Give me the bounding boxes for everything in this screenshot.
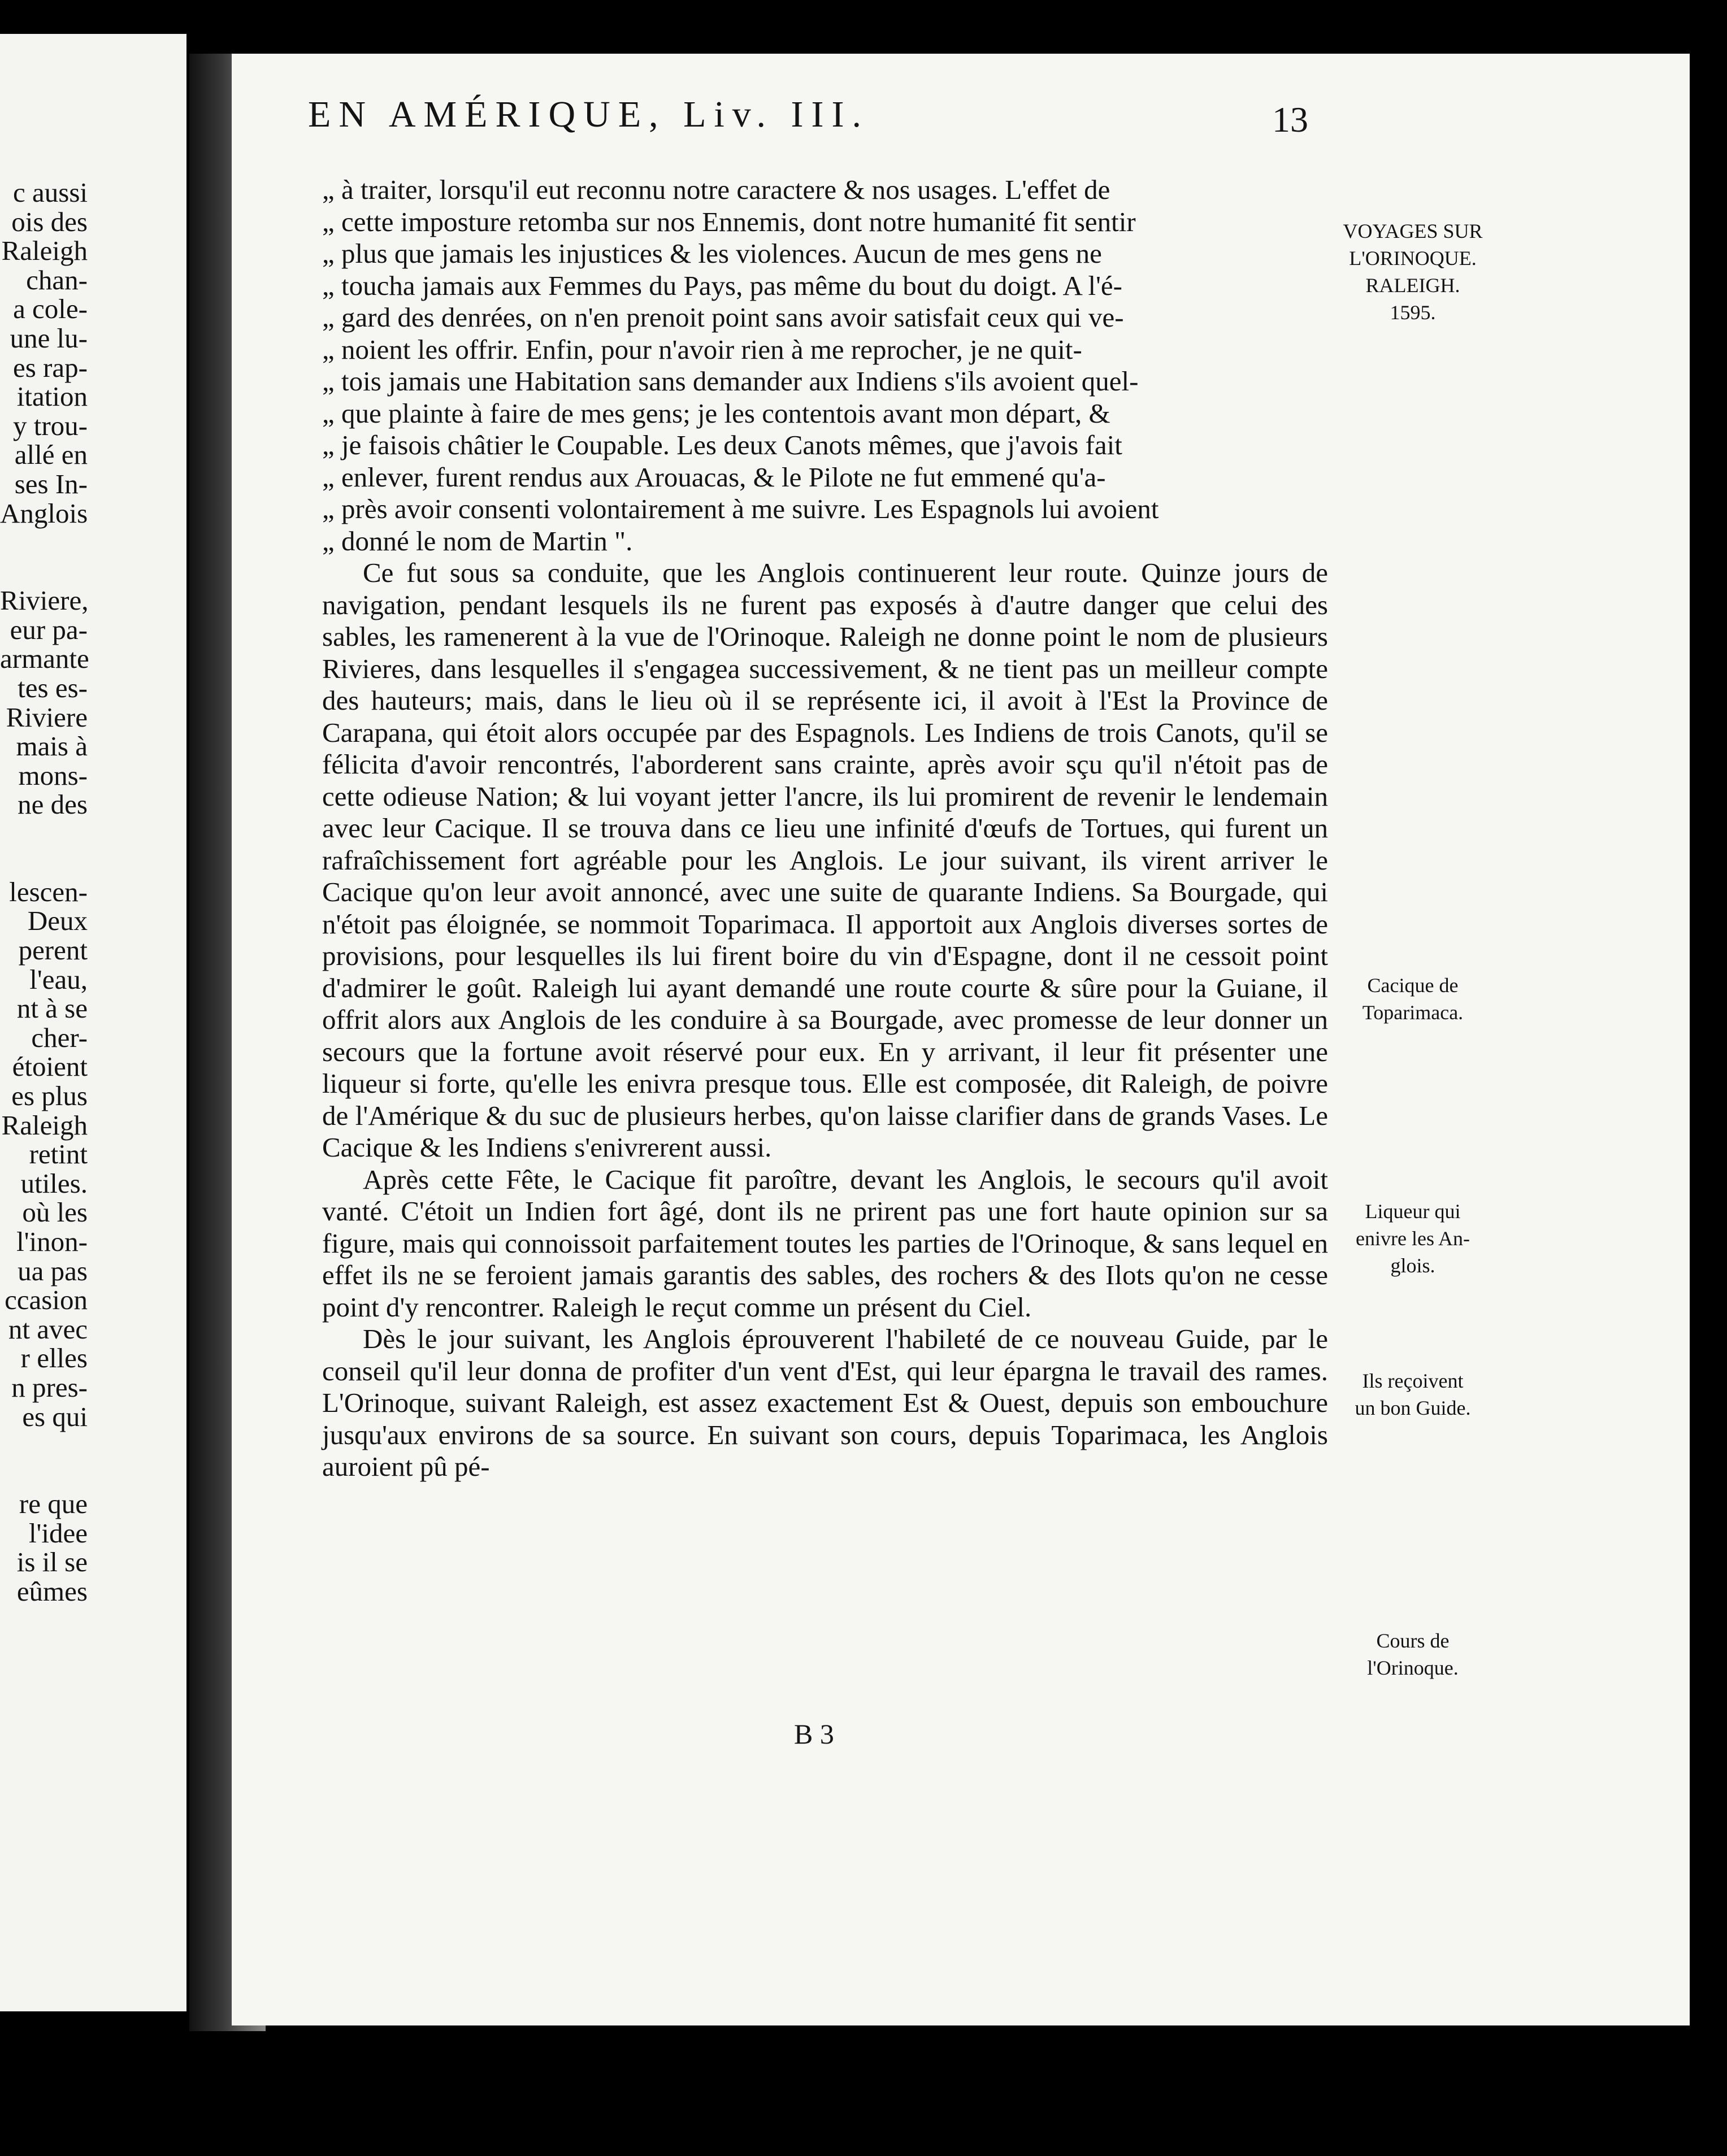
facing-page-line: l'inon- — [16, 1226, 88, 1257]
facing-page-line: y trou- — [13, 410, 88, 441]
quote-line: „ donné le nom de Martin ". — [322, 525, 633, 557]
facing-page-line: n pres- — [11, 1371, 88, 1403]
facing-page-text — [0, 178, 88, 1606]
margin-note-line: Liqueur qui — [1365, 1200, 1461, 1223]
quote-line: „ enlever, furent rendus aux Arouacas, & le Pilote ne fut emmené qu'a- — [322, 461, 1106, 493]
quote-line: „ noient les offrir. Enfin, pour n'avoir rien à me reprocher, je ne quit- — [322, 333, 1082, 365]
paragraph-orinoque-course: Dès le jour suivant, les Anglois éprouverent l'habileté de ce nouveau Guide, par le conseil qu'il leur donna de profiter d'un vent d'Est, qui leur épargna le travail des rames. L'Orinoque, suivant Raleigh, est assez exactement Est & Ouest, depuis son embouchure jusqu'aux environs de sa source. En suivant son cours, depuis Toparimaca, les Anglois auroient pû pé- — [322, 1323, 1328, 1482]
facing-page-line: allé en — [14, 439, 88, 471]
facing-page-line: Raleigh — [1, 235, 88, 267]
facing-page-line: cher- — [31, 1022, 88, 1053]
quote-line: „ gard des denrées, on n'en prenoit point sans avoir satisfait ceux qui ve- — [322, 302, 1124, 333]
facing-page-line: lescen- — [9, 876, 88, 907]
facing-page-line: utiles. — [20, 1167, 88, 1199]
facing-page-line: es plus — [11, 1080, 88, 1112]
facing-page-line: l'eau, — [29, 963, 88, 995]
facing-page-line: Deux — [27, 905, 88, 937]
facing-page-gap — [0, 819, 88, 877]
margin-note-line: VOYAGES SUR — [1343, 220, 1483, 242]
margin-note-voyages — [1305, 218, 1520, 326]
facing-page-line: ois des — [11, 206, 88, 237]
paragraph-guide: Après cette Fête, le Cacique fit paroître, devant les Anglois, le secours qu'il avoit vanté. C'étoit un Indien fort âgé, dont ils ne prirent pas une fort haute opinion sur sa figure, mais qui connoissoit parfaitement toutes les parties de l'Orinoque, & sans lequel en effet ils ne se feroient jamais garantis des sables, des rochers & des Ilots qu'on ne cesse point d'y rencontrer. Raleigh le reçut comme un présent du Ciel. — [322, 1163, 1328, 1323]
facing-page-line: où les — [22, 1197, 88, 1228]
facing-page-line: ne des — [18, 789, 88, 820]
facing-page-line: ua pas — [18, 1255, 88, 1286]
margin-note-line: Ils reçoivent — [1362, 1370, 1464, 1392]
margin-note-line: Toparimaca. — [1362, 1001, 1464, 1024]
facing-page — [0, 34, 186, 2011]
quote-line: „ à traiter, lorsqu'il eut reconnu notre caractere & nos usages. L'effet de — [322, 174, 1110, 205]
margin-note-line: l'Orinoque. — [1367, 1657, 1459, 1679]
facing-page-line: es qui — [22, 1401, 88, 1432]
facing-page-gap — [0, 528, 88, 586]
margin-note-line: glois. — [1390, 1254, 1435, 1277]
facing-page-line: Anglois — [0, 497, 88, 529]
facing-page-line: tes es- — [18, 672, 88, 703]
facing-page-line: nt à se — [16, 993, 88, 1024]
margin-note-line: L'ORINOQUE. — [1349, 247, 1477, 270]
facing-page-line: re que — [19, 1488, 88, 1520]
facing-page-line: eûmes — [16, 1575, 88, 1607]
margin-note-line: 1595. — [1390, 301, 1436, 324]
facing-page-line: is il se — [16, 1546, 88, 1578]
facing-page-line: une lu- — [10, 322, 88, 354]
facing-page-line: retint — [29, 1138, 88, 1170]
quotation-block — [322, 174, 1328, 557]
facing-page-line: mais à — [16, 731, 88, 762]
quote-line: „ je faisois châtier le Coupable. Les deux Canots mêmes, que j'avois fait — [322, 429, 1122, 460]
facing-page-line: Riviere — [6, 701, 88, 733]
margin-note-line: RALEIGH. — [1365, 274, 1460, 297]
facing-page-line: l'idee — [28, 1517, 88, 1549]
facing-page-line: nt avec — [8, 1313, 88, 1345]
facing-page-line: mons- — [18, 759, 88, 791]
page-header — [308, 93, 1308, 144]
facing-page-line: ccasion — [5, 1284, 88, 1316]
paragraph-toparimaca: Ce fut sous sa conduite, que les Anglois continuerent leur route. Quinze jours de navigation, pendant lesquels ils ne furent pas exposés à d'autre danger que celui des sables, les ramenerent à la vue de l'Orinoque. Raleigh ne donne point le nom de plusieurs Rivieres, dans lesquelles il s'engagea successivement, & ne tient pas un meilleur compte des hauteurs; mais, dans le lieu où il se représente ici, il avoit à l'Est la Province de Carapana, qui étoit alors occupée par des Espagnols. Les Indiens de trois Canots, qu'il se félicita d'avoir rencontrés, l'aborderent sans crainte, après avoir sçu qu'il n'étoit pas de cette odieuse Nation; & lui voyant jetter l'ancre, ils lui promirent de revenir le lendemain avec leur Cacique. Il se trouva dans ce lieu une infinité d'œufs de Tortues, qui furent un rafraîchissement fort agréable pour les Anglois. Le jour suivant, ils virent arriver le Cacique qu'on leur avoit annoncé, avec une suite de quarante Indiens. Sa Bourgade, qui n'étoit pas éloignée, se nommoit Toparimaca. Il apportoit aux Anglois diverses sortes de provisions, pour lesquelles ils lui firent boire du vin d'Espagne, dont il ne cessoit point d'admirer le goût. Raleigh lui ayant demandé une route courte & sûre pour la Guiane, il offrit alors aux Anglois de les conduire à sa Bourgade, avec promesse de leur donner un secours que la fortune avoit réservé pour eux. En y arrivant, il leur fit présenter une liqueur si forte, qu'elle les enivra presque tous. Elle est composée, dit Raleigh, de poivre de l'Amérique & du suc de plusieurs herbes, qu'on laisse clarifier dans de grands Vases. Le Cacique & les Indiens s'enivrerent aussi. — [322, 557, 1328, 1163]
facing-page-gap — [0, 1431, 88, 1489]
quote-line: „ cette imposture retomba sur nos Ennemis, dont notre humanité fit sentir — [322, 206, 1136, 237]
facing-page-line: c aussi — [13, 177, 88, 208]
page-number: 13 — [1272, 99, 1308, 140]
margin-note-line: Cours de — [1376, 1629, 1450, 1652]
facing-page-line: armante — [0, 643, 89, 675]
facing-page-line: Raleigh — [1, 1109, 88, 1141]
facing-page-line: Riviere, — [0, 585, 89, 616]
margin-note-cacique — [1305, 972, 1520, 1026]
facing-page-line: eur pa- — [10, 614, 88, 645]
margin-note-guide — [1305, 1367, 1520, 1422]
facing-page-line: r elles — [20, 1342, 88, 1374]
margin-note-line: Cacique de — [1367, 974, 1459, 997]
quote-line: „ plus que jamais les injustices & les violences. Aucun de mes gens ne — [322, 238, 1102, 269]
facing-page-line: itation — [16, 381, 88, 412]
margin-note-liqueur — [1305, 1198, 1520, 1279]
facing-page-line: a cole- — [13, 293, 88, 325]
margin-note-cours — [1305, 1627, 1520, 1681]
quote-line: „ que plainte à faire de mes gens; je les contentois avant mon départ, & — [322, 397, 1110, 429]
quote-line: „ près avoir consenti volontairement à me suivre. Les Espagnols lui avoient — [322, 493, 1159, 524]
facing-page-line: es rap- — [13, 351, 88, 383]
quote-line: „ tois jamais une Habitation sans demander aux Indiens s'ils avoient quel- — [322, 366, 1139, 397]
running-title: EN AMÉRIQUE, Liv. III. — [308, 94, 869, 135]
main-text — [322, 174, 1328, 1483]
quote-line: „ toucha jamais aux Femmes du Pays, pas même du bout du doigt. A l'é- — [322, 270, 1122, 301]
facing-page-line: ses In- — [14, 468, 88, 499]
margin-note-line: un bon Guide. — [1355, 1397, 1471, 1419]
facing-page-line: chan- — [26, 264, 88, 295]
facing-page-line: étoient — [12, 1051, 88, 1083]
signature-mark: B 3 — [794, 1718, 834, 1750]
margin-note-line: enivre les An- — [1356, 1227, 1470, 1250]
facing-page-line: perent — [18, 934, 88, 966]
